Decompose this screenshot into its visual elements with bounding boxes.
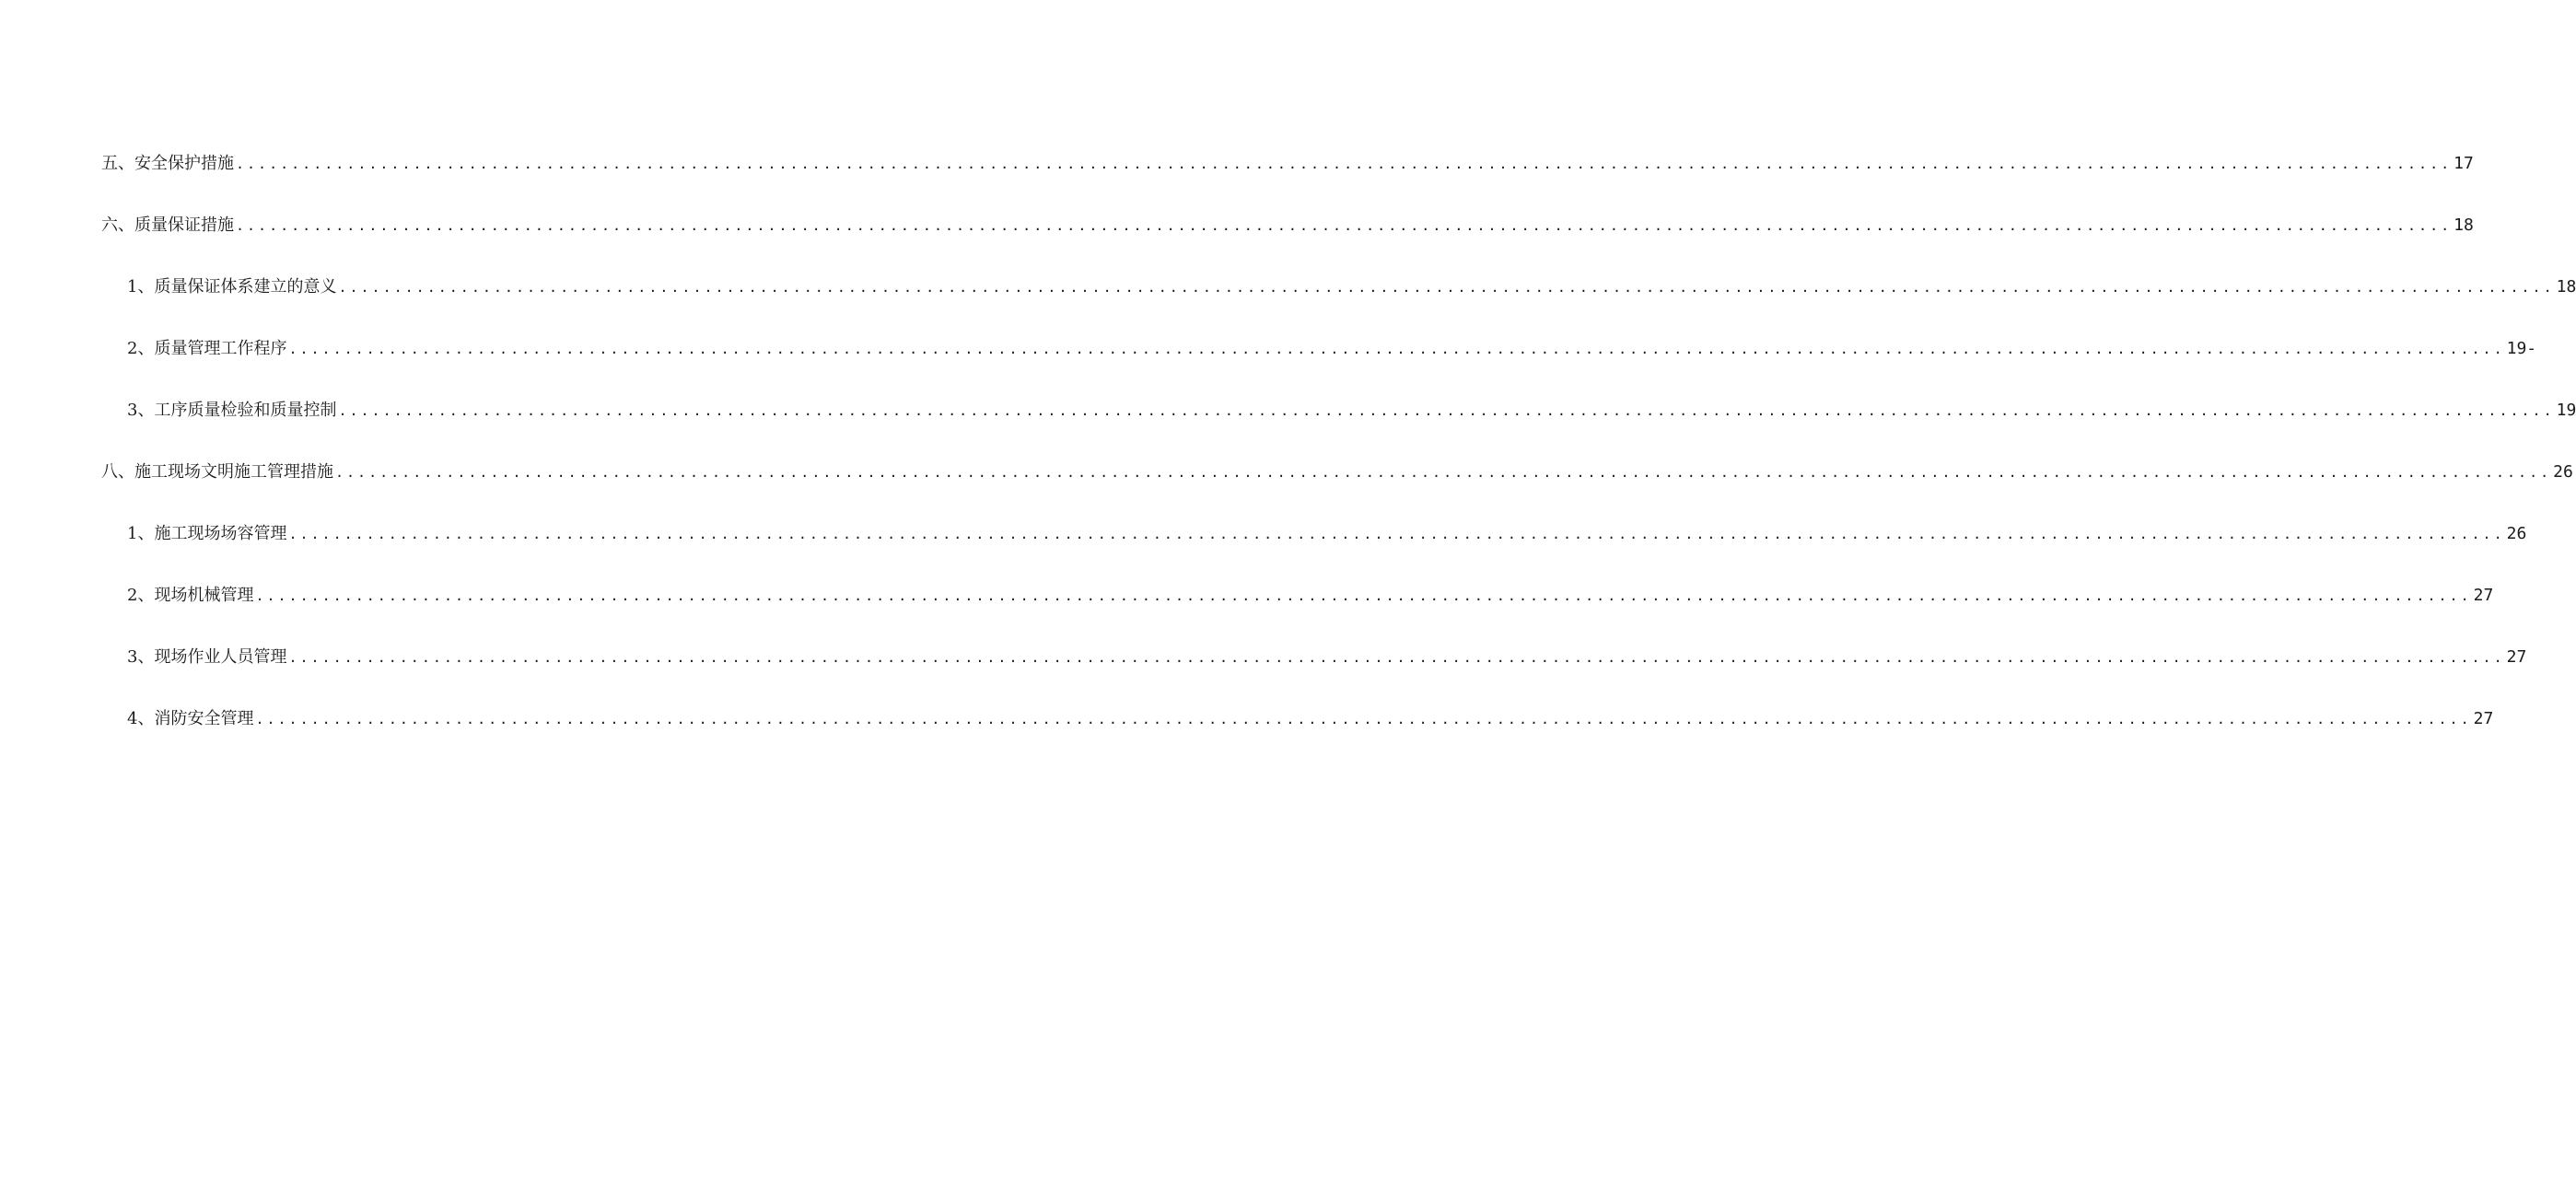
- toc-entry-title: 1、施工现场场容管理: [127, 524, 287, 543]
- toc-entry-page-number: 19: [2556, 401, 2576, 420]
- toc-entry-title: 3、工序质量检验和质量控制: [127, 401, 337, 420]
- toc-dot-leader: ........................................................................................................................................................................................................: [288, 526, 2505, 542]
- toc-entry-title: 2、质量管理工作程序: [127, 339, 287, 358]
- toc-entry-site-appearance[interactable]: [0, 518, 2527, 579]
- table-of-contents: [0, 147, 2576, 764]
- toc-dot-leader: ........................................................................................................................................................................................................: [255, 587, 2472, 604]
- toc-entry-quality-system-significance[interactable]: [0, 271, 2576, 332]
- toc-dot-leader: ........................................................................................................................................................................................................: [335, 464, 2552, 481]
- toc-dot-leader: ........................................................................................................................................................................................................: [338, 402, 2555, 419]
- toc-entry-title: 2、现场机械管理: [127, 586, 254, 605]
- toc-dot-leader: ........................................................................................................................................................................................................: [236, 156, 2453, 172]
- toc-dot-leader: ........................................................................................................................................................................................................: [288, 649, 2505, 666]
- toc-entry-title: 八、施工现场文明施工管理措施: [101, 462, 333, 482]
- toc-entry-quality-assurance[interactable]: [0, 209, 2474, 271]
- toc-dot-leader: ........................................................................................................................................................................................................: [255, 711, 2472, 727]
- toc-entry-page-number: 19-: [2506, 339, 2537, 358]
- toc-entry-page-number: 26: [2553, 462, 2573, 482]
- toc-entry-page-number: 27: [2473, 586, 2494, 605]
- toc-entry-title: 六、质量保证措施: [101, 215, 234, 235]
- toc-entry-page-number: 18: [2454, 215, 2474, 235]
- toc-entry-quality-management-procedure[interactable]: [0, 332, 2537, 394]
- toc-entry-machinery-management[interactable]: [0, 579, 2494, 641]
- toc-entry-title: 3、现场作业人员管理: [127, 647, 287, 667]
- toc-entry-process-inspection[interactable]: [0, 394, 2576, 456]
- toc-entry-page-number: 18: [2556, 277, 2576, 297]
- toc-entry-title: 五、安全保护措施: [101, 154, 234, 173]
- toc-dot-leader: ........................................................................................................................................................................................................: [236, 217, 2453, 234]
- toc-entry-page-number: 27: [2506, 647, 2527, 667]
- toc-entry-page-number: 27: [2473, 709, 2494, 728]
- toc-entry-civilized-construction[interactable]: [0, 456, 2573, 518]
- toc-dot-leader: ........................................................................................................................................................................................................: [338, 279, 2555, 296]
- toc-entry-safety-measures[interactable]: [0, 147, 2474, 209]
- toc-entry-fire-safety[interactable]: [0, 703, 2494, 764]
- toc-dot-leader: ........................................................................................................................................................................................................: [288, 341, 2505, 357]
- toc-entry-title: 1、质量保证体系建立的意义: [127, 277, 337, 297]
- toc-entry-personnel-management[interactable]: [0, 641, 2527, 703]
- toc-entry-title: 4、消防安全管理: [127, 709, 254, 728]
- toc-entry-page-number: 26: [2506, 524, 2527, 543]
- toc-entry-page-number: 17: [2454, 154, 2474, 173]
